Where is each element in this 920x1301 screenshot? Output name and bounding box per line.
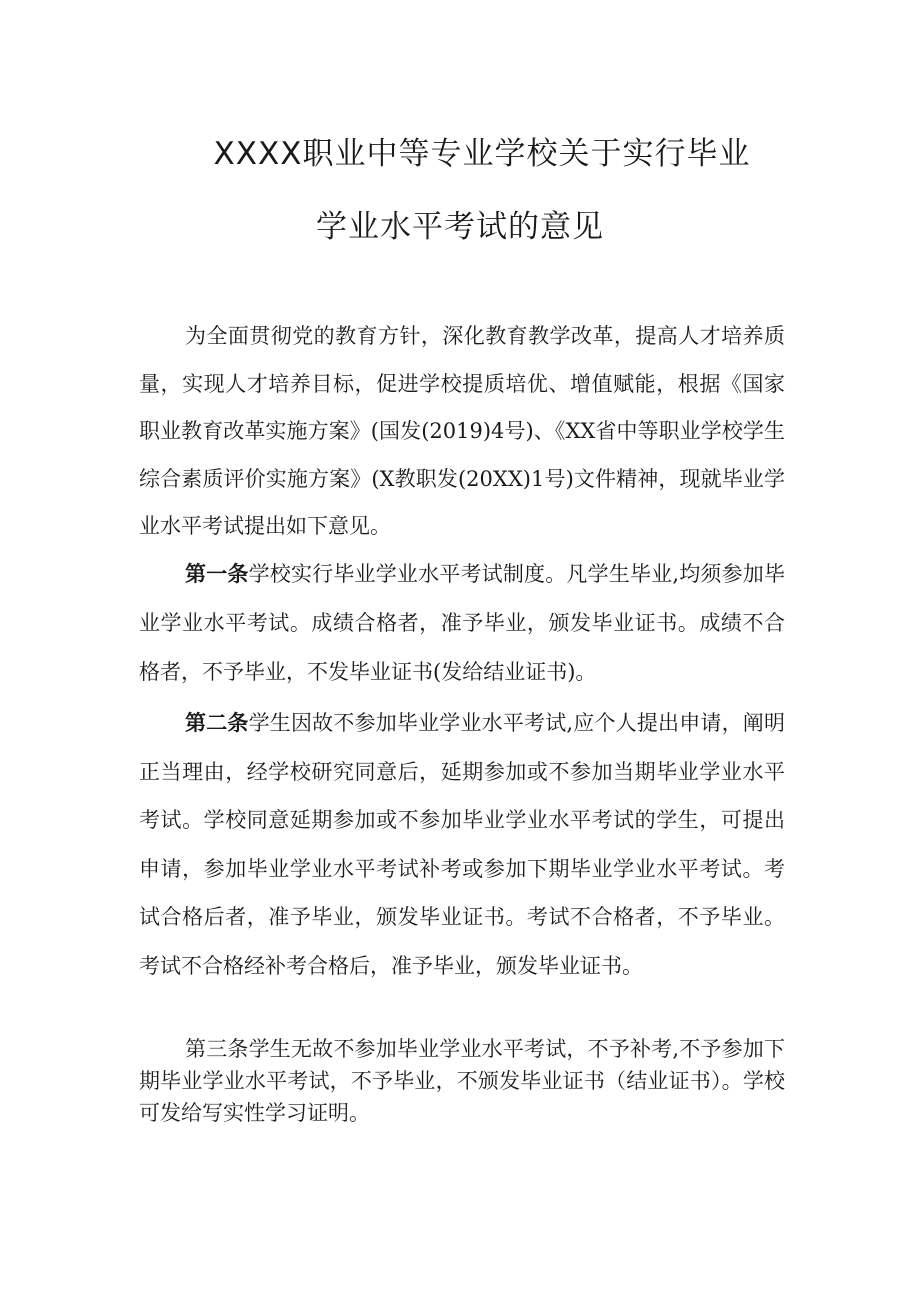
article-1-label: 第一条 [185, 562, 249, 586]
article-2-text: 学生因故不参加毕业学业水平考试,应个人提出申请，阐明正当理由，经学校研究同意后，延期参加或不参加当期毕业学业水平考试。学校同意延期参加或不参加毕业学业水平考试的学生，可提出申请，参加毕业学业水平考试补考或参加下期毕业学业水平考试。考试合格后者，准予毕业，颁发毕业证书。考试不合格者，不予毕业。考试不合格经补考合格后，准予毕业，颁发毕业证书。 [139, 711, 785, 978]
document-title-line-1: XXXX职业中等专业学校关于实行毕业 [213, 136, 751, 172]
article-1-paragraph [139, 550, 785, 697]
article-2-paragraph [139, 699, 785, 990]
article-2-label: 第二条 [185, 711, 249, 735]
article-3-paragraph [139, 1033, 785, 1129]
document-title-line-2: 学业水平考试的意见 [316, 209, 604, 245]
article-1-text: 学校实行毕业学业水平考试制度。凡学生毕业,均须参加毕业学业水平考试。成绩合格者，准予毕业，颁发毕业证书。成绩不合格者，不予毕业，不发毕业证书(发给结业证书)。 [139, 562, 785, 684]
article-3-text: 学生无故不参加毕业学业水平考试，不予补考,不予参加下期毕业学业水平考试，不予毕业，不颁发毕业证书（结业证书）。学校可发给写实性学习证明。 [139, 1037, 785, 1125]
article-3-label: 第三条 [185, 1037, 249, 1061]
intro-paragraph: 为全面贯彻党的教育方针，深化教育教学改革，提高人才培养质量，实现人才培养目标，促进学校提质培优、增值赋能，根据《国家职业教育改革实施方案》(国发(2019)4号)、《XX省中等职业学校学生综合素质评价实施方案》(X教职发(20XX)1号)文件精神，现就毕业学业水平考试提出如下意见。 [139, 324, 785, 538]
